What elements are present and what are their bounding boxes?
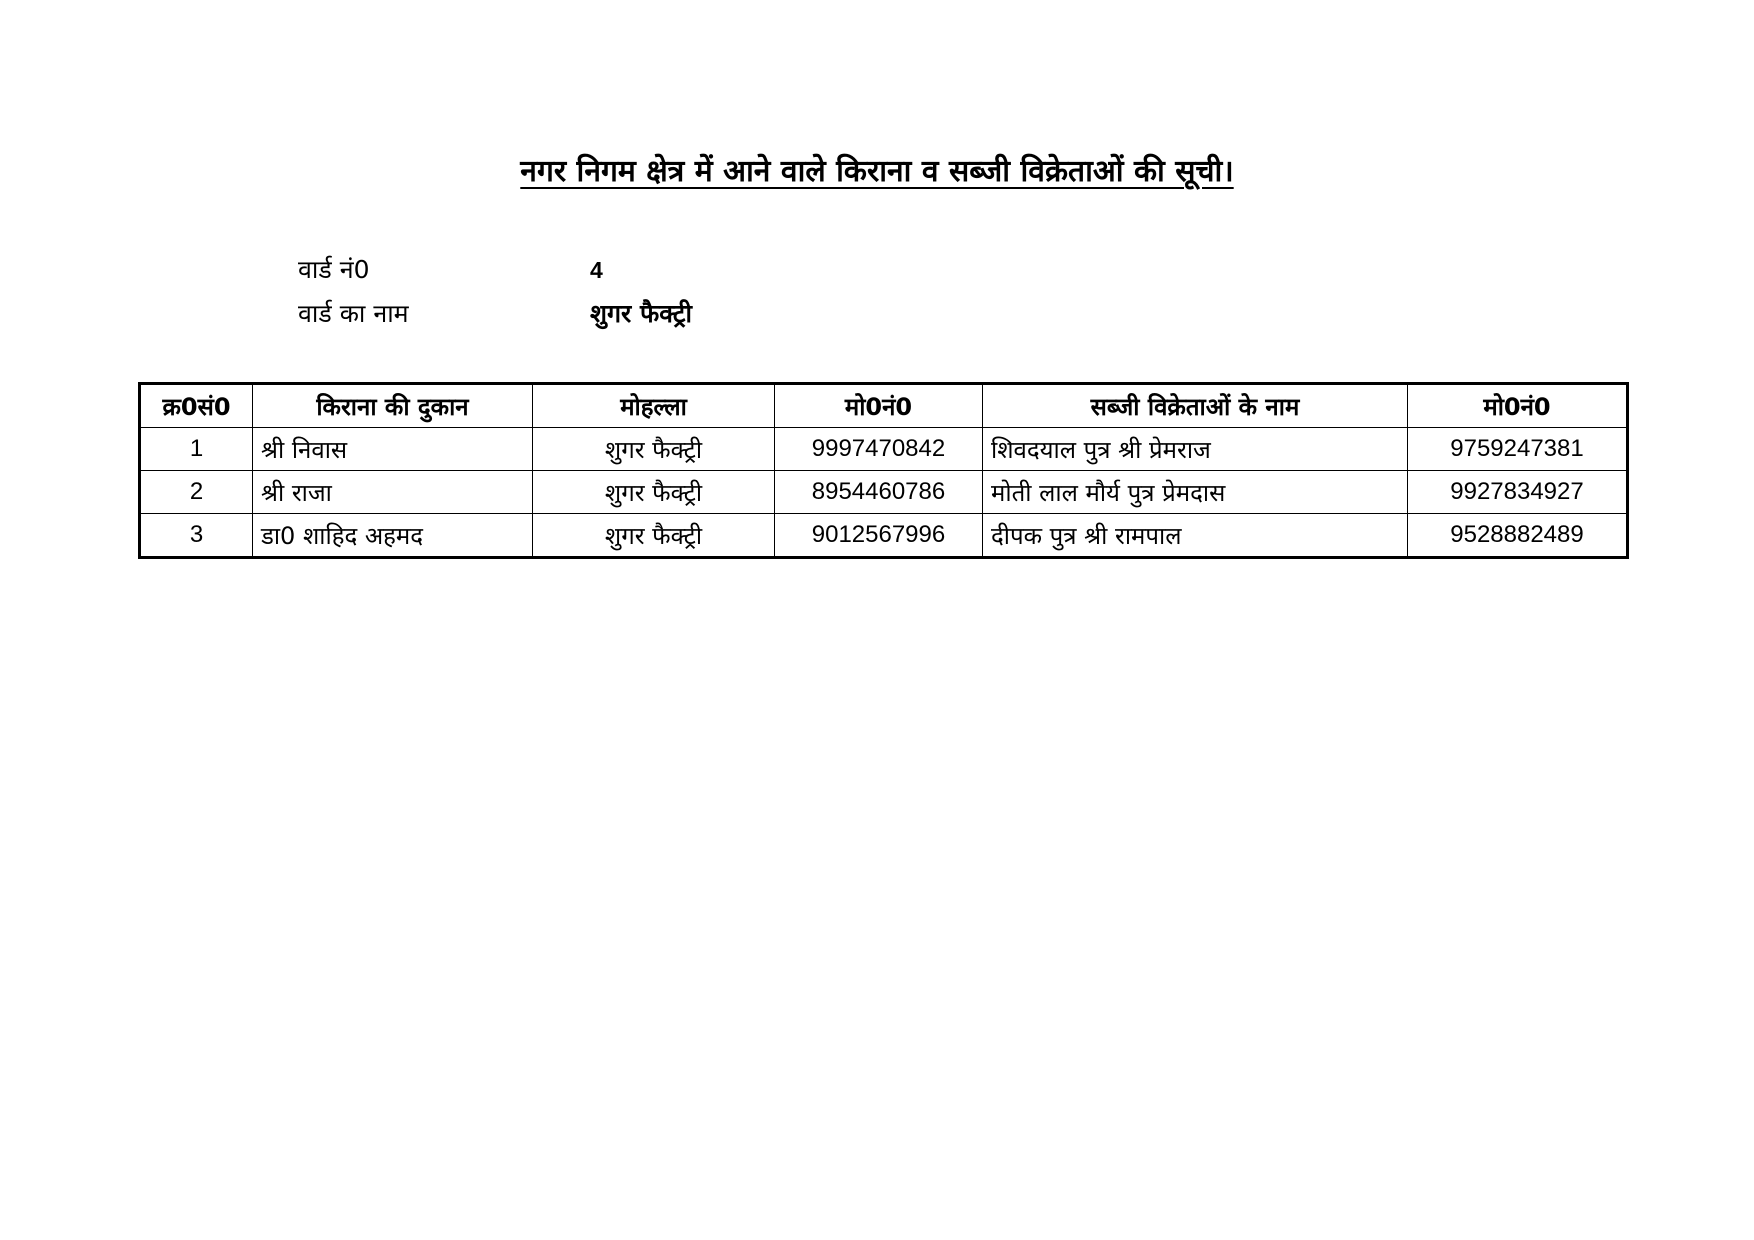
cell-vegetable-vendor: शिवदयाल पुत्र श्री प्रेमराज xyxy=(983,428,1408,471)
table-row xyxy=(140,514,1628,558)
header-grocery-shop: किराना की दुकान xyxy=(253,384,533,428)
cell-locality: शुगर फैक्ट्री xyxy=(533,471,775,514)
header-serial: क्र0सं0 xyxy=(140,384,253,428)
cell-vegetable-vendor: मोती लाल मौर्य पुत्र प्रेमदास xyxy=(983,471,1408,514)
cell-vendor-mobile: 9528882489 xyxy=(1408,514,1628,558)
ward-name-row xyxy=(298,296,692,332)
document-title-text: नगर निगम क्षेत्र में आने वाले किराना व सब्जी विक्रेताओं की सूची। xyxy=(520,154,1234,189)
cell-grocery-shop: श्री निवास xyxy=(253,428,533,471)
ward-name-label: वार्ड का नाम xyxy=(298,299,409,328)
cell-locality: शुगर फैक्ट्री xyxy=(533,428,775,471)
cell-vendor-mobile: 9927834927 xyxy=(1408,471,1628,514)
cell-vendor-mobile: 9759247381 xyxy=(1408,428,1628,471)
cell-grocery-shop: डा0 शाहिद अहमद xyxy=(253,514,533,558)
vendor-list-table xyxy=(138,382,1629,559)
cell-locality: शुगर फैक्ट्री xyxy=(533,514,775,558)
cell-shop-mobile: 8954460786 xyxy=(775,471,983,514)
header-vendor-mobile: मो0नं0 xyxy=(1408,384,1628,428)
ward-name-value: शुगर फैक्ट्री xyxy=(589,299,692,328)
ward-number-row xyxy=(298,252,603,288)
cell-shop-mobile: 9997470842 xyxy=(775,428,983,471)
cell-grocery-shop: श्री राजा xyxy=(253,471,533,514)
cell-shop-mobile: 9012567996 xyxy=(775,514,983,558)
cell-serial: 2 xyxy=(140,471,253,514)
header-locality: मोहल्ला xyxy=(533,384,775,428)
table-row xyxy=(140,471,1628,514)
cell-vegetable-vendor: दीपक पुत्र श्री रामपाल xyxy=(983,514,1408,558)
table-row xyxy=(140,428,1628,471)
ward-number-value: 4 xyxy=(589,257,603,283)
cell-serial: 3 xyxy=(140,514,253,558)
cell-serial: 1 xyxy=(140,428,253,471)
header-vegetable-vendor: सब्जी विक्रेताओं के नाम xyxy=(983,384,1408,428)
table-header-row xyxy=(140,384,1628,428)
ward-number-label: वार्ड नं0 xyxy=(298,255,370,284)
document-title xyxy=(0,152,1754,192)
header-shop-mobile: मो0नं0 xyxy=(775,384,983,428)
